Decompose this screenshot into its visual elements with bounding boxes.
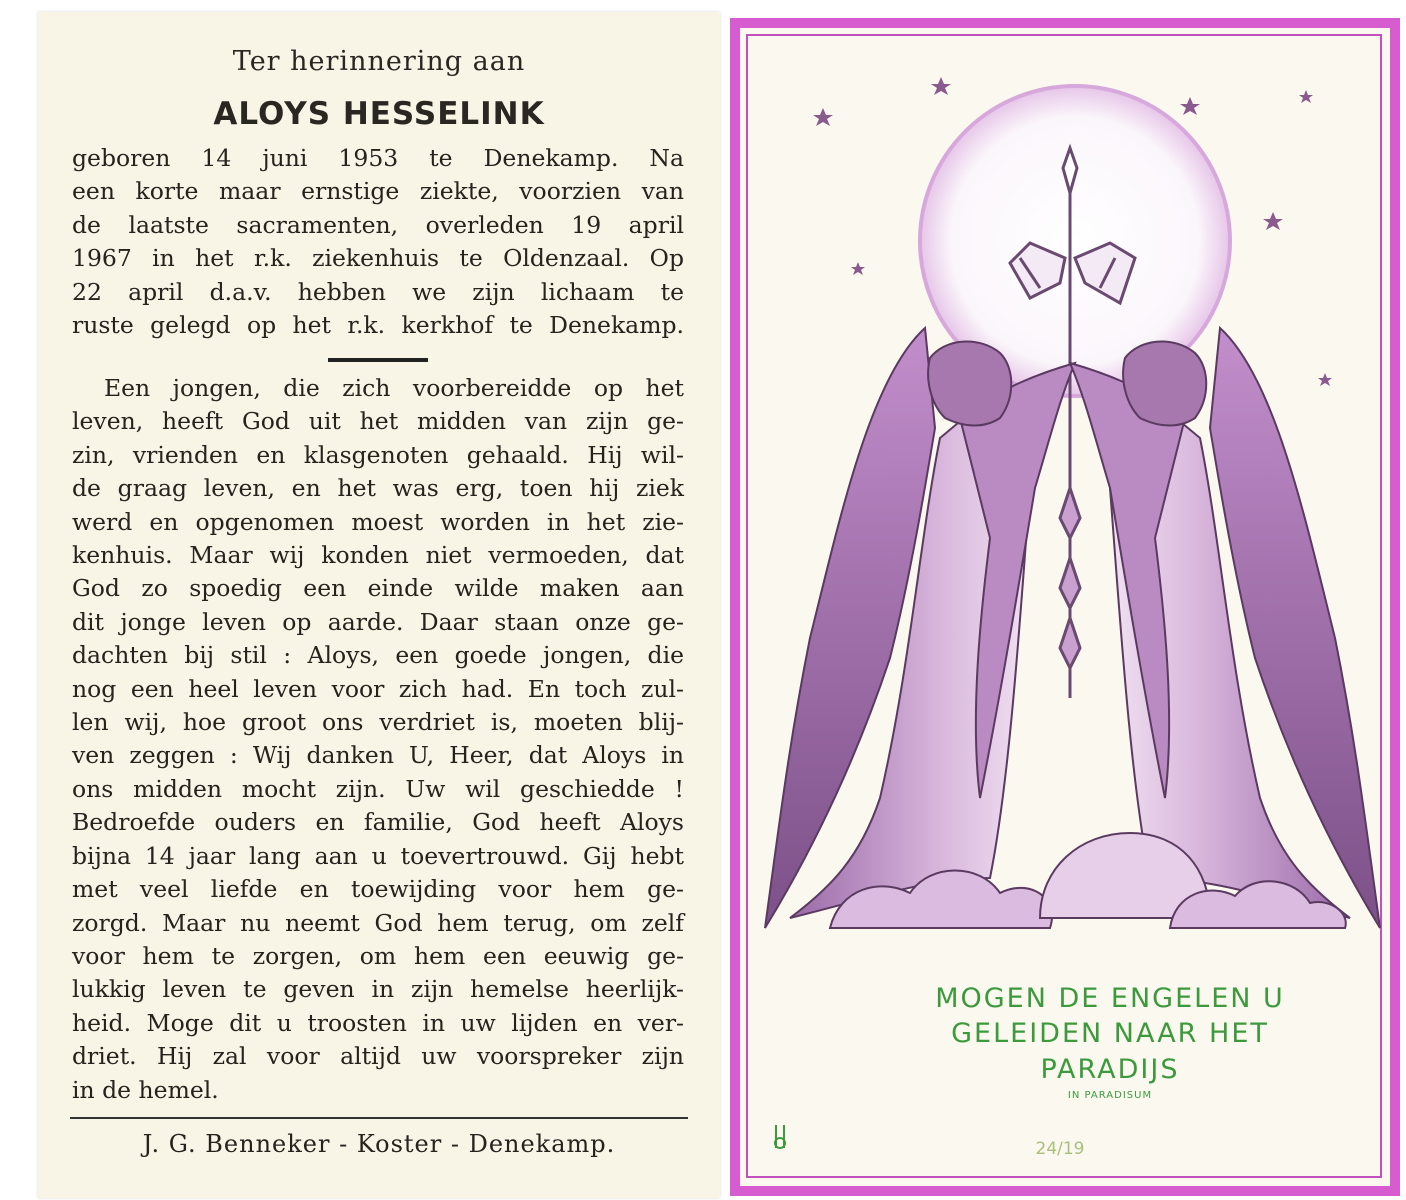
text-line: ons midden mocht zijn. Uw wil geschiedde ! — [72, 774, 684, 803]
text-line: God zo spoedig een einde wilde maken aan — [72, 574, 684, 603]
text-line: de graag leven, en het was erg, toen hij ziek — [72, 474, 684, 503]
text-line: geboren 14 juni 1953 te Denekamp. Na — [72, 144, 684, 172]
text-line: dachten bij stil : Aloys, een goede jongen, die — [72, 641, 684, 670]
memorial-card-text-side — [38, 12, 720, 1198]
text-line: bijna 14 jaar lang aan u toevertrouwd. Gij hebt — [72, 841, 684, 870]
left-angel-head — [928, 342, 1011, 426]
star-icon — [931, 77, 951, 95]
text-line: een korte maar ernstige ziekte, voorzien van — [72, 177, 684, 206]
divider — [328, 358, 428, 362]
catalog-number: 24/19 — [1035, 1139, 1085, 1159]
card-heading: Ter herinnering aan — [232, 46, 526, 77]
text-line: 22 april d.a.v. hebben we zijn lichaam te — [72, 277, 684, 306]
text-line: ruste gelegd op het r.k. kerkhof te Denekamp. — [72, 311, 684, 340]
artist-monogram-icon — [775, 1125, 785, 1148]
motto-line: GELEIDEN NAAR HET — [951, 1018, 1269, 1049]
text-line: werd en opgenomen moest worden in het zie- — [72, 507, 684, 536]
text-line: lukkig leven te geven in zijn hemelse heerlijk- — [72, 975, 684, 1004]
motto-line: MOGEN DE ENGELEN U — [935, 983, 1285, 1014]
text-line: de laatste sacramenten, overleden 19 april — [72, 210, 684, 239]
star-icon — [1318, 373, 1332, 386]
intro-paragraph — [72, 142, 684, 342]
text-line: in de hemel. — [72, 1075, 219, 1104]
text-line: heid. Moge dit u troosten in uw lijden en ver- — [72, 1008, 684, 1037]
text-line: driet. Hij zal voor altijd uw voorspreker zijn — [72, 1042, 684, 1071]
memorial-card-picture-side — [730, 18, 1400, 1196]
right-angel-head — [1123, 342, 1206, 426]
text-line: zin, vrienden en klasgenoten gehaald. Hij wil- — [72, 440, 684, 469]
text-line: dit jonge leven op aarde. Daar staan onze ge- — [72, 607, 684, 636]
star-icon — [1299, 90, 1313, 103]
footer-divider — [70, 1117, 688, 1119]
text-line: met veel liefde en toewijding voor hem ge- — [72, 875, 684, 904]
star-icon — [1263, 212, 1283, 230]
text-line: zorgd. Maar nu neemt God hem terug, om zelf — [72, 908, 684, 937]
body-paragraph — [72, 372, 684, 1107]
text-line: ven zeggen : Wij danken U, Heer, dat Aloys in — [72, 741, 684, 770]
deceased-name: ALOYS HESSELINK — [213, 96, 545, 132]
latin-caption: IN PARADISUM — [1067, 1090, 1153, 1101]
star-icon — [1180, 97, 1200, 115]
printer-credit: J. G. Benneker - Koster - Denekamp. — [142, 1130, 616, 1158]
text-line: nog een heel leven voor zich had. En toch zul- — [72, 674, 684, 703]
motto-line: PARADIJS — [1040, 1054, 1180, 1085]
text-line: voor hem te zorgen, om hem een eeuwig ge- — [72, 941, 684, 970]
text-line: leven, heeft God uit het midden van zijn ge- — [72, 407, 684, 436]
text-line: Een jongen, die zich voorbereidde op het — [104, 374, 684, 402]
text-line: len wij, hoe groot ons verdriet is, moeten blij- — [72, 708, 684, 737]
text-line: 1967 in het r.k. ziekenhuis te Oldenzaal. Op — [72, 244, 684, 273]
star-icon — [851, 262, 865, 275]
star-icon — [813, 108, 833, 126]
text-line: Bedroefde ouders en familie, God heeft Aloys — [72, 808, 684, 837]
text-line: kenhuis. Maar wij konden niet vermoeden, dat — [72, 541, 684, 570]
